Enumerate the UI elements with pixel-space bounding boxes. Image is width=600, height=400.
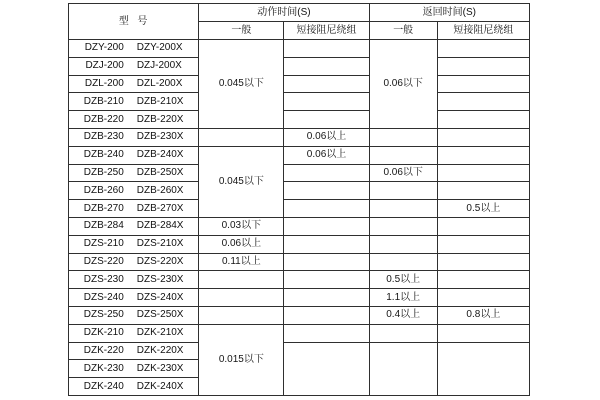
action-damping-cell xyxy=(284,235,369,253)
action-damping-cell xyxy=(284,75,369,93)
model-cell xyxy=(69,360,199,378)
model-name: DZB-230 xyxy=(83,131,124,143)
action-general-cell: 0.015以下 xyxy=(199,324,284,395)
model-cell xyxy=(69,289,199,307)
model-name: DZJ-200 xyxy=(85,60,124,72)
return-general-cell xyxy=(369,128,437,146)
model-cell xyxy=(69,111,199,129)
table-row xyxy=(69,253,530,271)
return-damping-cell xyxy=(437,146,529,164)
model-cell xyxy=(69,40,199,58)
action-damping-cell xyxy=(284,182,369,200)
table-row xyxy=(69,289,530,307)
return-general-cell: 0.4以上 xyxy=(369,306,437,324)
model-name-x: DZS-230X xyxy=(136,273,184,285)
return-general-cell xyxy=(369,146,437,164)
return-damping-cell xyxy=(437,342,529,395)
model-name: DZS-220 xyxy=(83,255,124,267)
return-damping-cell xyxy=(437,235,529,253)
action-general-cell: 0.045以下 xyxy=(199,146,284,217)
model-name-x: DZB-240X xyxy=(136,149,184,161)
model-name-x: DZB-230X xyxy=(136,131,184,143)
model-cell xyxy=(69,164,199,182)
table-row xyxy=(69,182,530,200)
return-general-cell: 0.5以上 xyxy=(369,271,437,289)
model-name: DZB-220 xyxy=(83,113,124,125)
action-damping-cell xyxy=(284,324,369,342)
model-cell xyxy=(69,200,199,218)
action-damping-cell xyxy=(284,306,369,324)
action-general-cell xyxy=(199,289,284,307)
model-name: DZB-210 xyxy=(83,95,124,107)
model-name: DZB-270 xyxy=(83,202,124,214)
col-header-return-general: 一般 xyxy=(369,22,437,40)
model-name-x: DZB-270X xyxy=(136,202,184,214)
action-damping-cell xyxy=(284,111,369,129)
model-name-x: DZS-240X xyxy=(136,291,184,303)
table-row xyxy=(69,200,530,218)
model-name: DZS-230 xyxy=(83,273,124,285)
model-name-x: DZK-230X xyxy=(136,362,184,374)
action-general-cell xyxy=(199,128,284,146)
action-general-cell: 0.045以下 xyxy=(199,40,284,129)
table-row xyxy=(69,342,530,360)
return-damping-cell xyxy=(437,128,529,146)
model-name-x: DZK-220X xyxy=(136,344,184,356)
model-name: DZS-210 xyxy=(83,238,124,250)
return-general-cell xyxy=(369,235,437,253)
model-cell xyxy=(69,93,199,111)
col-header-model: 型 号 xyxy=(69,4,199,40)
model-name: DZK-220 xyxy=(83,344,124,356)
return-damping-cell xyxy=(437,324,529,342)
model-cell xyxy=(69,235,199,253)
action-damping-cell xyxy=(284,164,369,182)
model-cell xyxy=(69,324,199,342)
action-damping-cell xyxy=(284,271,369,289)
model-name-x: DZS-210X xyxy=(136,238,184,250)
col-header-action-time: 动作时间(S) xyxy=(199,4,369,22)
model-name-x: DZB-220X xyxy=(136,113,184,125)
return-damping-cell xyxy=(437,164,529,182)
action-damping-cell xyxy=(284,57,369,75)
table-body xyxy=(69,40,530,396)
return-damping-cell: 0.5以上 xyxy=(437,200,529,218)
model-name: DZB-240 xyxy=(83,149,124,161)
model-name: DZB-284 xyxy=(83,220,124,232)
model-name: DZK-210 xyxy=(83,327,124,339)
table-row xyxy=(69,146,530,164)
model-name-x: DZK-240X xyxy=(136,380,184,392)
return-damping-cell xyxy=(437,271,529,289)
table-row xyxy=(69,128,530,146)
col-header-action-damping: 短接阻尼绕组 xyxy=(284,22,369,40)
return-damping-cell xyxy=(437,40,529,58)
table-header xyxy=(69,4,530,40)
model-name-x: DZL-200X xyxy=(136,77,183,89)
action-damping-cell xyxy=(284,200,369,218)
action-general-cell: 0.11以上 xyxy=(199,253,284,271)
action-general-cell xyxy=(199,271,284,289)
model-name-x: DZS-250X xyxy=(136,309,184,321)
table-row xyxy=(69,75,530,93)
return-damping-cell xyxy=(437,217,529,235)
action-general-cell: 0.03以下 xyxy=(199,217,284,235)
return-general-cell xyxy=(369,200,437,218)
return-damping-cell xyxy=(437,57,529,75)
model-cell xyxy=(69,253,199,271)
return-general-cell xyxy=(369,253,437,271)
model-name: DZS-240 xyxy=(83,291,124,303)
model-name-x: DZB-250X xyxy=(136,166,184,178)
table-row xyxy=(69,40,530,58)
model-name: DZK-240 xyxy=(83,380,124,392)
table-row xyxy=(69,57,530,75)
action-damping-cell: 0.06以上 xyxy=(284,146,369,164)
model-cell xyxy=(69,75,199,93)
table-row xyxy=(69,271,530,289)
action-damping-cell xyxy=(284,217,369,235)
model-cell xyxy=(69,182,199,200)
return-damping-cell xyxy=(437,93,529,111)
return-general-cell xyxy=(369,182,437,200)
action-damping-cell xyxy=(284,289,369,307)
model-name-x: DZY-200X xyxy=(136,42,183,54)
model-name-x: DZB-210X xyxy=(136,95,184,107)
model-name: DZB-250 xyxy=(83,166,124,178)
table-row xyxy=(69,235,530,253)
model-cell xyxy=(69,342,199,360)
return-general-cell: 1.1以上 xyxy=(369,289,437,307)
model-name-x: DZJ-200X xyxy=(136,60,182,72)
model-name: DZK-230 xyxy=(83,362,124,374)
return-general-cell: 0.06以下 xyxy=(369,164,437,182)
model-name-x: DZK-210X xyxy=(136,327,184,339)
model-cell xyxy=(69,128,199,146)
model-name-x: DZS-220X xyxy=(136,255,184,267)
return-general-cell xyxy=(369,217,437,235)
action-general-cell xyxy=(199,306,284,324)
col-header-action-general: 一般 xyxy=(199,22,284,40)
action-damping-cell xyxy=(284,342,369,395)
action-general-cell: 0.06以上 xyxy=(199,235,284,253)
return-damping-cell: 0.8以上 xyxy=(437,306,529,324)
model-name: DZL-200 xyxy=(84,77,124,89)
model-cell xyxy=(69,306,199,324)
relay-time-spec-table xyxy=(68,3,530,396)
table-row xyxy=(69,306,530,324)
return-general-cell: 0.06以下 xyxy=(369,40,437,129)
return-damping-cell xyxy=(437,253,529,271)
action-damping-cell xyxy=(284,40,369,58)
return-damping-cell xyxy=(437,75,529,93)
return-damping-cell xyxy=(437,111,529,129)
model-cell xyxy=(69,57,199,75)
model-name: DZS-250 xyxy=(83,309,124,321)
action-damping-cell: 0.06以上 xyxy=(284,128,369,146)
return-general-cell xyxy=(369,324,437,342)
table-row xyxy=(69,93,530,111)
table-row xyxy=(69,217,530,235)
model-name-x: DZB-284X xyxy=(136,220,184,232)
model-name-x: DZB-260X xyxy=(136,184,184,196)
col-header-return-time: 返回时间(S) xyxy=(369,4,529,22)
return-damping-cell xyxy=(437,182,529,200)
table-row xyxy=(69,111,530,129)
model-cell xyxy=(69,378,199,396)
return-damping-cell xyxy=(437,289,529,307)
model-cell xyxy=(69,146,199,164)
model-cell xyxy=(69,271,199,289)
model-name: DZB-260 xyxy=(83,184,124,196)
action-damping-cell xyxy=(284,253,369,271)
return-general-cell xyxy=(369,342,437,395)
model-cell xyxy=(69,217,199,235)
table-row xyxy=(69,324,530,342)
col-header-return-damping: 短接阻尼绕组 xyxy=(437,22,529,40)
model-name: DZY-200 xyxy=(84,42,124,54)
table-row xyxy=(69,164,530,182)
action-damping-cell xyxy=(284,93,369,111)
